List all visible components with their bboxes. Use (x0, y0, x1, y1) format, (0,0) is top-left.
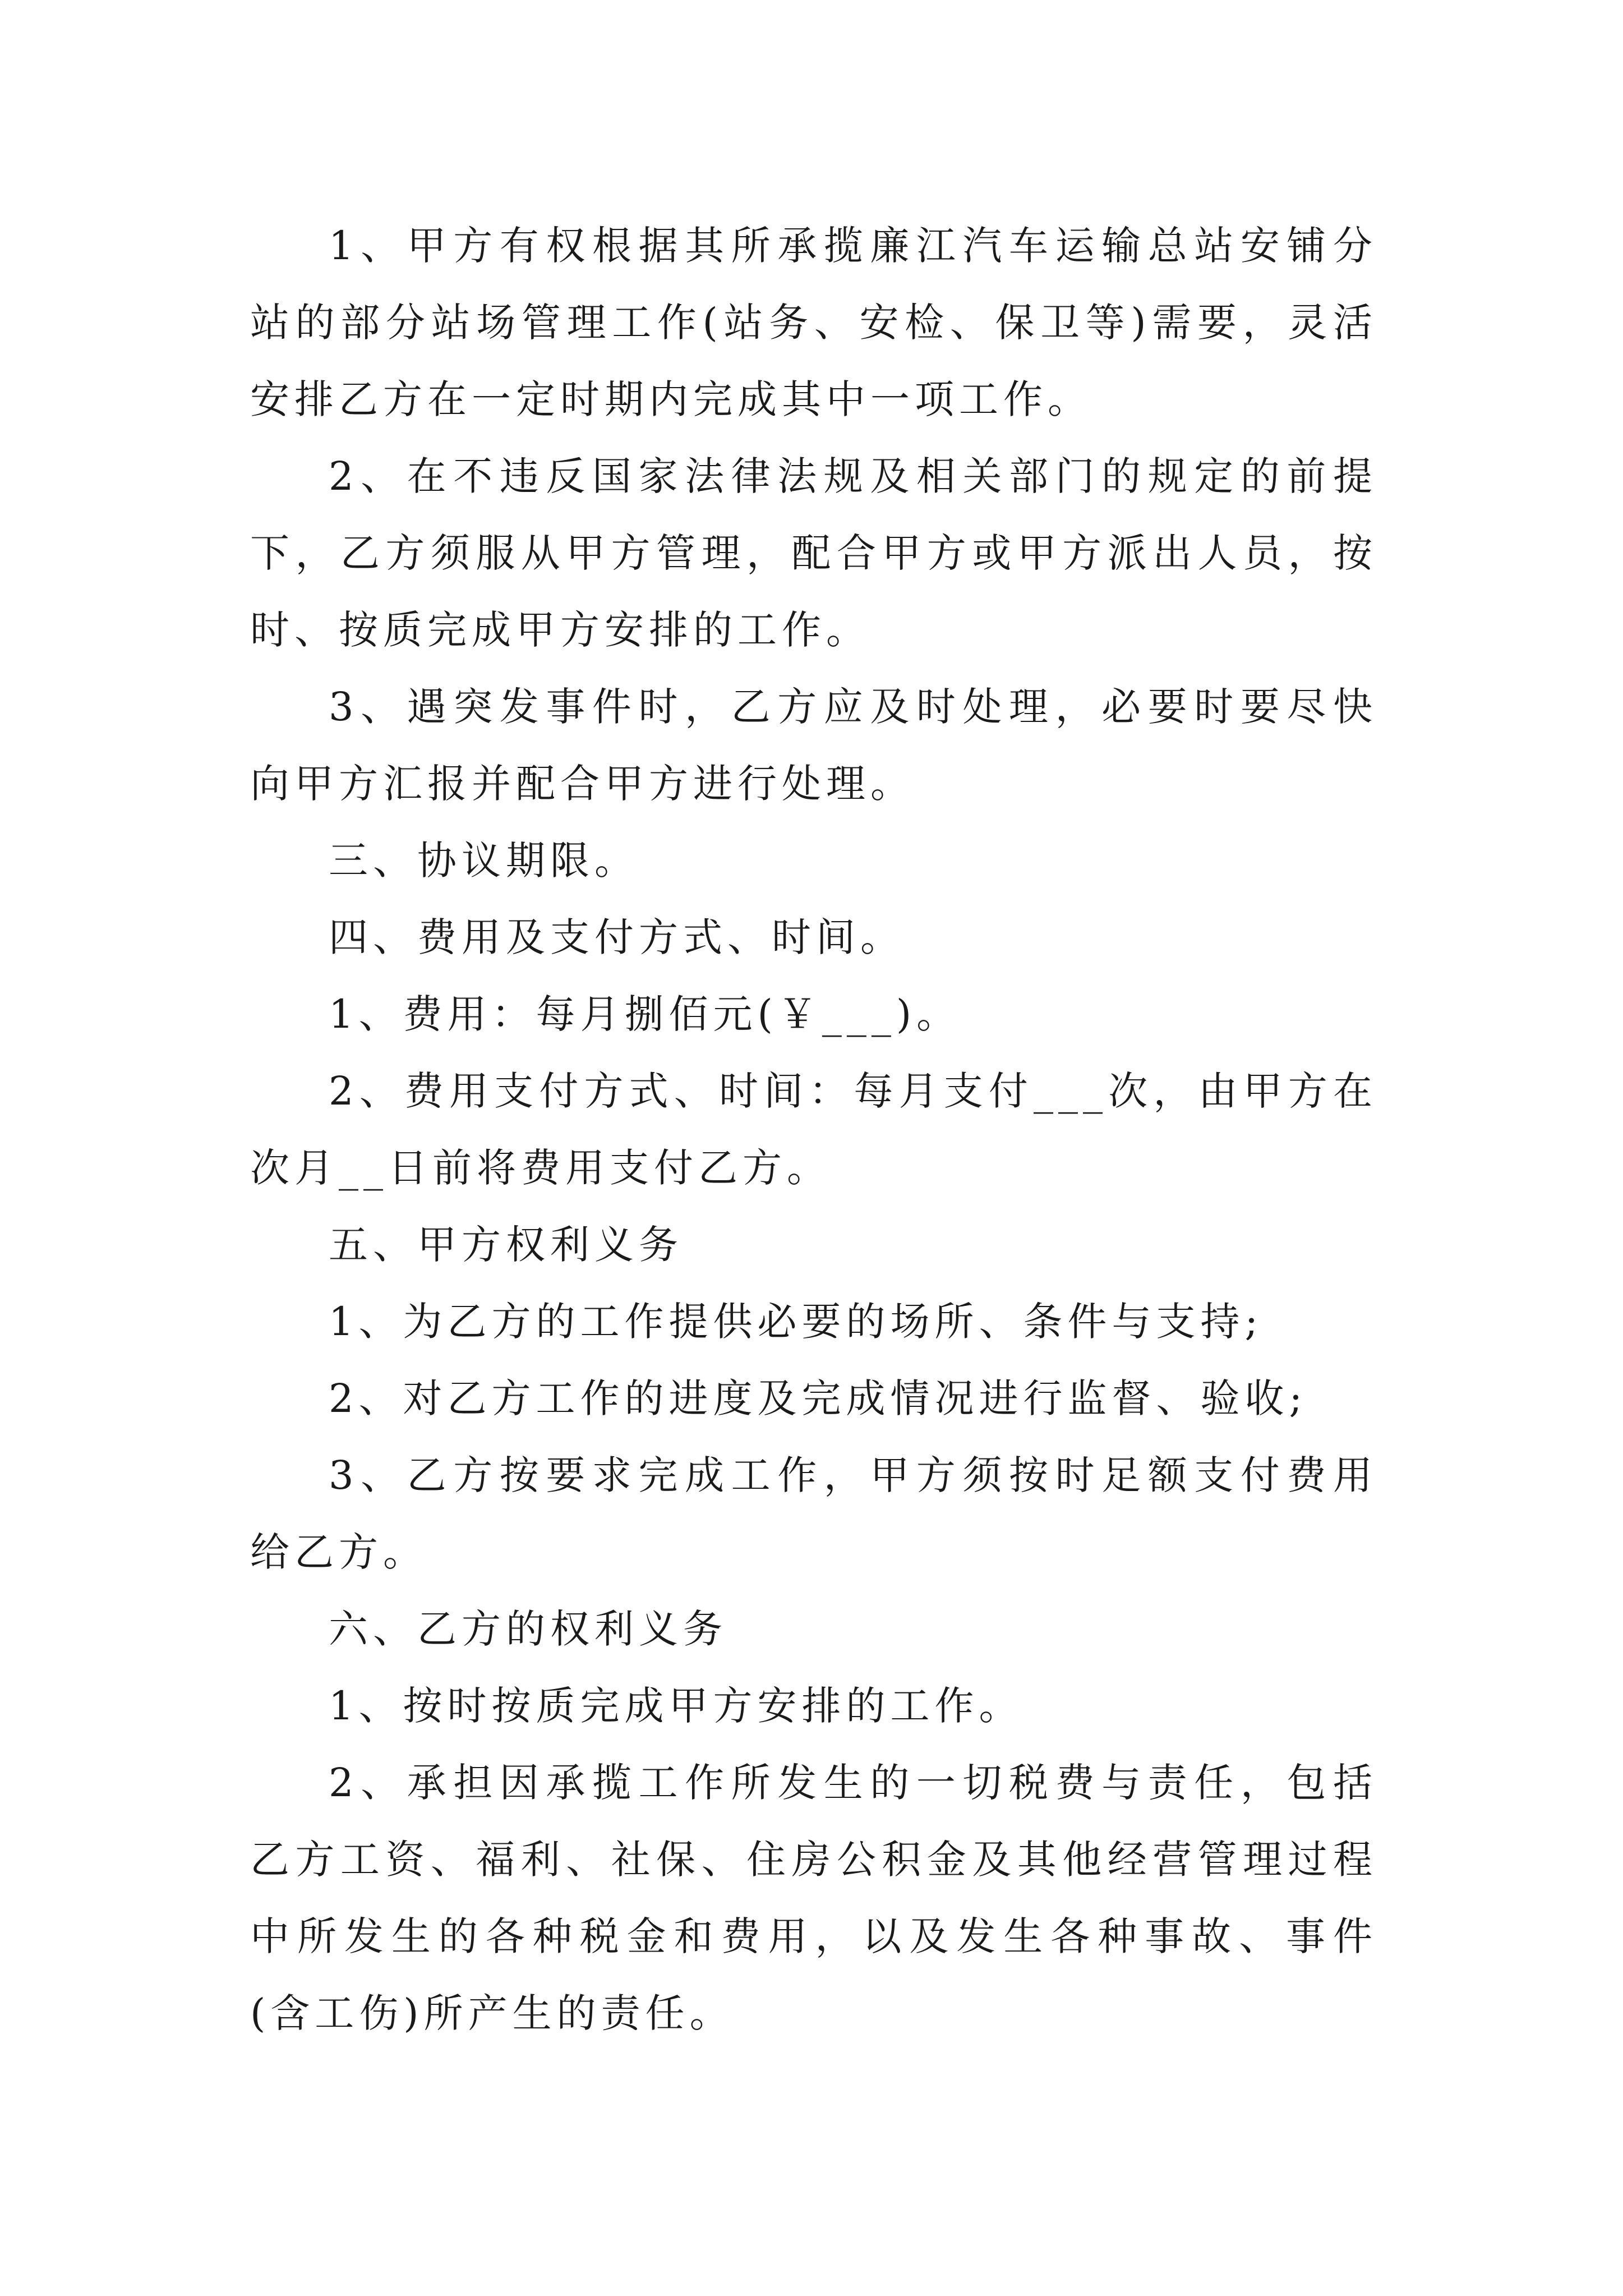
paragraph-clause-3: 3、遇突发事件时，乙方应及时处理，必要时要尽快向甲方汇报并配合甲方进行处理。 (250, 684, 1377, 807)
paragraph-clause-2: 2、在不违反国家法律法规及相关部门的规定的前提下，乙方须服从甲方管理，配合甲方或甲方派出人员，按时、按质完成甲方安排的工作。 (250, 453, 1377, 653)
paragraph-party-b-2: 2、承担因承揽工作所发生的一切税费与责任，包括乙方工资、福利、社保、住房公积金及其他经营管理过程中所发生的各种税金和费用，以及发生各种事故、事件(含工伤)所产生的责任。 (250, 1760, 1377, 2036)
paragraph-clause-1: 1、甲方有权根据其所承揽廉江汽车运输总站安铺分站的部分站场管理工作(站务、安检、保卫等)需要，灵活安排乙方在一定时期内完成其中一项工作。 (250, 223, 1377, 422)
paragraph-party-a-1: 1、为乙方的工作提供必要的场所、条件与支持; (329, 1299, 1264, 1345)
document-body (250, 208, 1377, 2052)
section-heading-party-a: 五、甲方权利义务 (329, 1222, 683, 1268)
paragraph-party-b-1: 1、按时按质完成甲方安排的工作。 (329, 1683, 1023, 1729)
paragraph-party-a-2: 2、对乙方工作的进度及完成情况进行监督、验收; (329, 1375, 1308, 1421)
section-heading-party-b: 六、乙方的权利义务 (329, 1606, 727, 1652)
section-heading-fees: 四、费用及支付方式、时间。 (329, 914, 905, 960)
paragraph-party-a-3: 3、乙方按要求完成工作，甲方须按时足额支付费用给乙方。 (250, 1452, 1377, 1575)
section-heading-term: 三、协议期限。 (329, 838, 639, 884)
paragraph-fee-amount: 1、费用：每月捌佰元(￥___)。 (329, 991, 961, 1037)
paragraph-fee-payment: 2、费用支付方式、时间：每月支付___次，由甲方在次月__日前将费用支付乙方。 (250, 1068, 1377, 1191)
